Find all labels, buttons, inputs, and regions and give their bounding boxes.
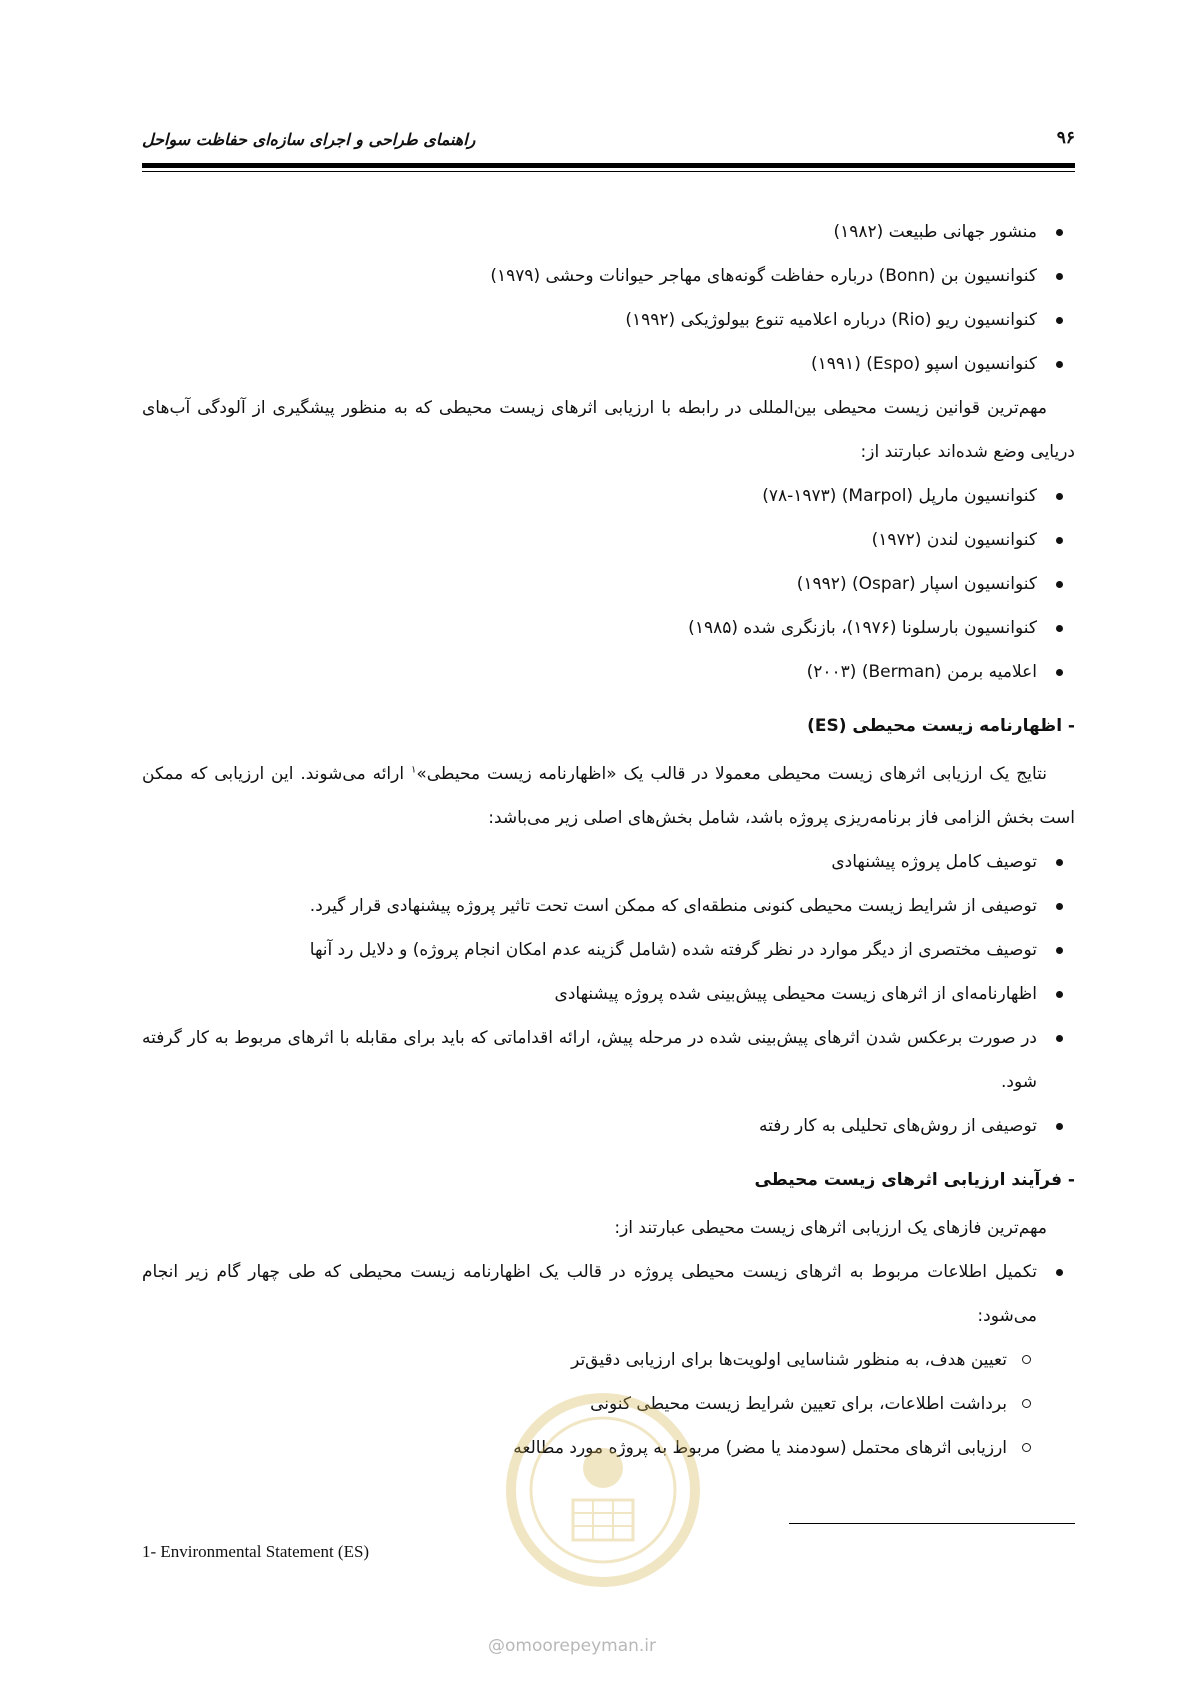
page-number: ۹۶ xyxy=(1056,128,1075,148)
list-item: کنوانسیون ریو (Rio) درباره اعلامیه تنوع بیولوژیکی (۱۹۹۲) xyxy=(142,298,1075,342)
es-text-end: ارائه می‌شوند. این ارزیابی که ممکن است بخش الزامی فاز برنامه‌ریزی پروژه باشد، شامل بخش‌های اصلی زیر می‌باشد: xyxy=(142,764,1075,828)
watermark-seal-icon xyxy=(478,1380,728,1610)
list-item: کنوانسیون اسپار (Ospar) (۱۹۹۲) xyxy=(142,562,1075,606)
list-item: در صورت برعکس شدن اثرهای پیش‌بینی شده در مرحله پیش، ارائه اقداماتی که باید برای مقابله با اثرهای مربوط به کار گرفته شود. xyxy=(142,1016,1075,1104)
conventions-list-1 xyxy=(142,210,1075,386)
list-item: توصیف مختصری از دیگر موارد در نظر گرفته شده (شامل گزینه عدم امکان انجام پروژه) و دلایل رد آنها xyxy=(142,928,1075,972)
footnote-rule xyxy=(789,1523,1075,1524)
sub-list-item: تعیین هدف، به منظور شناسایی اولویت‌ها برای ارزیابی دقیق‌تر xyxy=(142,1338,1037,1382)
list-item: کنوانسیون بن (Bonn) درباره حفاظت گونه‌های مهاجر حیوانات وحشی (۱۹۷۹) xyxy=(142,254,1075,298)
list-item: توصیف کامل پروژه پیشنهادی xyxy=(142,840,1075,884)
header-rule-thick xyxy=(142,163,1075,168)
footnote-ref: ۱ xyxy=(410,764,417,776)
sub-list-item: برداشت اطلاعات، برای تعیین شرایط زیست محیطی کنونی xyxy=(142,1382,1037,1426)
paragraph-marine-laws: مهم‌ترین قوانین زیست محیطی بین‌المللی در رابطه با ارزیابی اثرهای زیست محیطی که به منظور پیشگیری از آلودگی آب‌های دریایی وضع شده‌اند عبارتند از: xyxy=(142,398,1075,462)
list-item: اظهارنامه‌ای از اثرهای زیست محیطی پیش‌بینی شده پروژه پیشنهادی xyxy=(142,972,1075,1016)
list-item: کنوانسیون مارپل (Marpol) (۷۸-۱۹۷۳) xyxy=(142,474,1075,518)
paragraph-es xyxy=(142,752,1075,840)
footnote-text: 1- Environmental Statement (ES) xyxy=(142,1542,370,1561)
body-content xyxy=(142,210,1075,1470)
header-rule-thin xyxy=(142,171,1075,172)
book-title: راهنمای طراحی و اجرای سازه‌ای حفاظت سواحل xyxy=(142,130,476,149)
sub-list-item: ارزیابی اثرهای محتمل (سودمند یا مضر) مربوط به پروژه مورد مطالعه xyxy=(142,1426,1037,1470)
list-item: منشور جهانی طبیعت (۱۹۸۲) xyxy=(142,210,1075,254)
es-sections-list xyxy=(142,840,1075,1148)
list-item: کنوانسیون لندن (۱۹۷۲) xyxy=(142,518,1075,562)
list-item: توصیفی از روش‌های تحلیلی به کار رفته xyxy=(142,1104,1075,1148)
paragraph-phases: مهم‌ترین فازهای یک ارزیابی اثرهای زیست محیطی عبارتند از: xyxy=(614,1218,1047,1238)
running-header xyxy=(142,126,1075,156)
list-item: کنوانسیون بارسلونا (۱۹۷۶)، بازنگری شده (۱۹۸۵) xyxy=(142,606,1075,650)
list-item: اعلامیه برمن (Berman) (۲۰۰۳) xyxy=(142,650,1075,694)
section-heading-process: - فرآیند ارزیابی اثرهای زیست محیطی xyxy=(754,1170,1075,1190)
list-item: توصیفی از شرایط زیست محیطی کنونی منطقه‌ای که ممکن است تحت تاثیر پروژه پیشنهادی قرار گیرد. xyxy=(142,884,1075,928)
watermark-text: @omoorepeyman.ir xyxy=(488,1636,657,1656)
es-text-start: نتایج یک ارزیابی اثرهای زیست محیطی معمولا در قالب یک «اظهارنامه زیست محیطی» xyxy=(416,764,1047,784)
list-item: تکمیل اطلاعات مربوط به اثرهای زیست محیطی پروژه در قالب یک اظهارنامه زیست محیطی که طی چهار گام زیر انجام می‌شود: xyxy=(142,1250,1075,1338)
conventions-list-2 xyxy=(142,474,1075,694)
list-item: کنوانسیون اسپو (Espo) (۱۹۹۱) xyxy=(142,342,1075,386)
phases-list xyxy=(142,1250,1075,1338)
section-heading-es: - اظهارنامه زیست محیطی (ES) xyxy=(807,716,1075,736)
